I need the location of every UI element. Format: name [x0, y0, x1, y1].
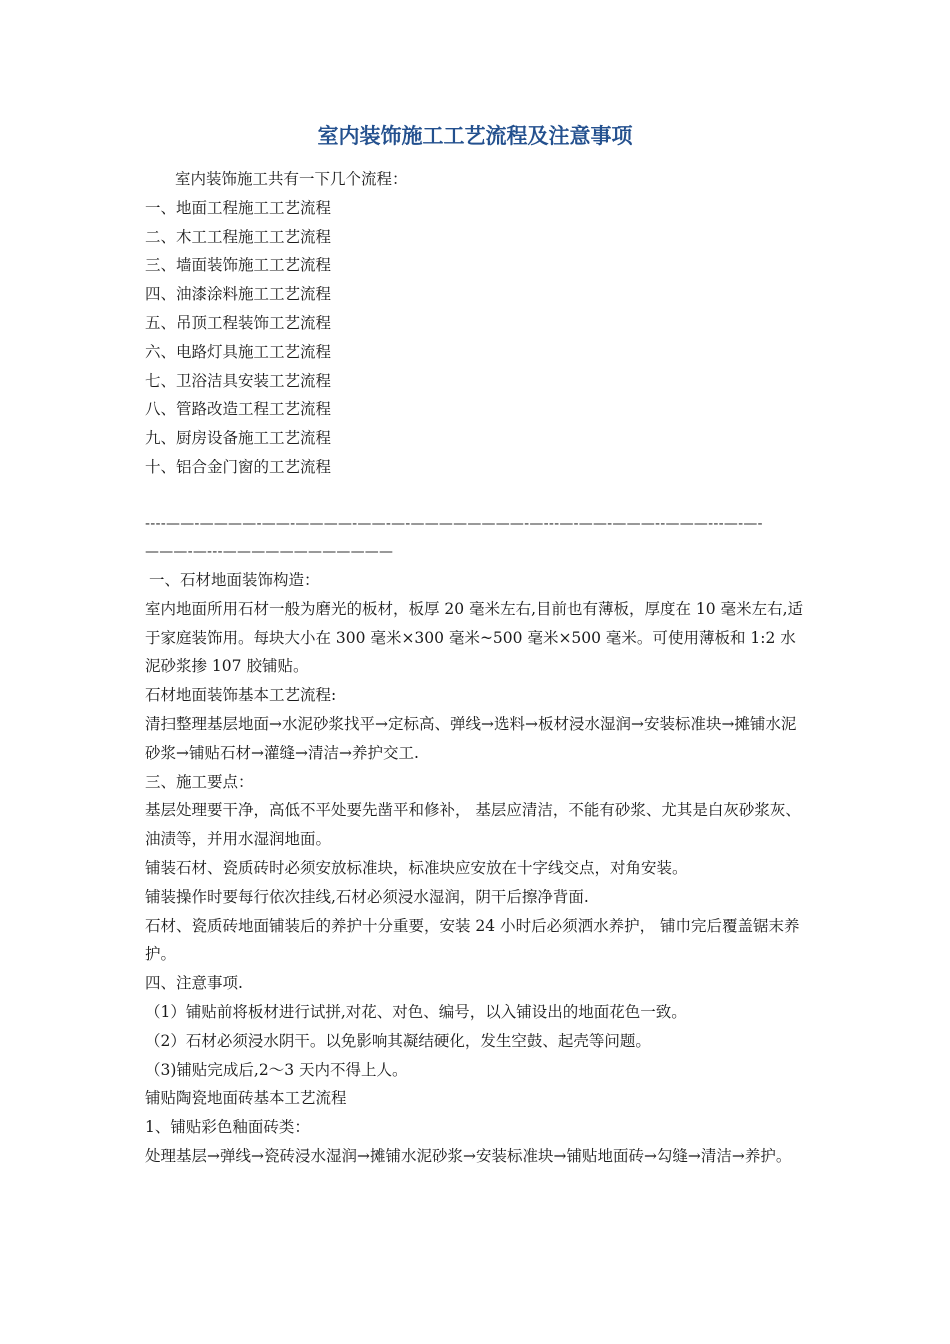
toc-item: 一、地面工程施工工艺流程: [145, 198, 332, 217]
intro-text: 室内装饰施工共有一下几个流程：: [175, 170, 408, 188]
paragraph: 清扫整理基层地面→水泥砂浆找平→定标高、弹线→选料→板材浸水湿润→安装标准块→摊铺水泥砂浆→铺贴石材→灌缝→清洁→养护交工.: [145, 714, 797, 762]
dashed-divider: ----——-————-——-————-——-—-————————-—---—-——-———--———---—-—-———-—---————————————: [145, 516, 763, 560]
body-section: [145, 566, 810, 1171]
paragraph: 铺装操作时要每行依次挂线,石材必须浸水湿润，阴干后擦净背面.: [145, 887, 589, 906]
paragraph: 石材、瓷质砖地面铺装后的养护十分重要，安装 24 小时后必须洒水养护， 铺巾完后覆盖锯末养护。: [145, 916, 800, 964]
toc-item: 二、木工工程施工工艺流程: [145, 227, 332, 246]
intro-section: [145, 165, 810, 482]
list-item: （1）铺贴前将板材进行试拼,对花、对色、编号，以入铺设出的地面花色一致。: [145, 1002, 687, 1021]
toc-item: 七、卫浴洁具安装工艺流程: [145, 371, 332, 390]
toc-item: 十、铝合金门窗的工艺流程: [145, 457, 332, 476]
section-heading: 铺贴陶瓷地面砖基本工艺流程: [145, 1089, 347, 1108]
toc-item: 九、厨房设备施工工艺流程: [145, 429, 332, 448]
toc-item: 四、油漆涂料施工工艺流程: [145, 285, 332, 304]
toc-item: 三、墙面装饰施工工艺流程: [145, 256, 332, 275]
list-item: （2）石材必须浸水阴干。以免影响其凝结硬化，发生空鼓、起壳等问题。: [145, 1031, 651, 1050]
paragraph: 基层处理要干净，高低不平处要先凿平和修补， 基层应清洁，不能有砂浆、尤其是白灰砂浆灰、油渍等，并用水湿润地面。: [145, 801, 801, 849]
section-heading: 一、石材地面装饰构造：: [149, 571, 320, 589]
paragraph: 1、铺贴彩色釉面砖类：: [145, 1118, 310, 1137]
toc-item: 六、电路灯具施工工艺流程: [145, 342, 332, 361]
paragraph: 石材地面装饰基本工艺流程:: [145, 686, 337, 705]
list-item: （3)铺贴完成后,2～3 天内不得上人。: [145, 1060, 408, 1079]
section-heading: 四、注意事项.: [145, 974, 243, 993]
document-title: 室内装饰施工工艺流程及注意事项: [317, 124, 633, 148]
toc-item: 八、管路改造工程工艺流程: [145, 400, 332, 419]
toc-item: 五、吊顶工程装饰工艺流程: [145, 313, 332, 332]
paragraph: 处理基层→弹线→瓷砖浸水湿润→摊铺水泥砂浆→安装标准块→铺贴地面砖→勾缝→清洁→养护。: [145, 1146, 792, 1165]
section-heading: 三、施工要点：: [145, 772, 254, 791]
paragraph: 室内地面所用石材一般为磨光的板材，板厚 20 毫米左右,目前也有薄板，厚度在 10 毫米左右,适于家庭装饰用。每块大小在 300 毫米×300 毫米~500 毫米×500 毫米。可使用薄板和 1:2 水泥砂浆掺 107 胶铺贴。: [145, 599, 804, 676]
paragraph: 铺装石材、瓷质砖时必须安放标准块，标准块应安放在十字线交点，对角安装。: [145, 858, 688, 877]
